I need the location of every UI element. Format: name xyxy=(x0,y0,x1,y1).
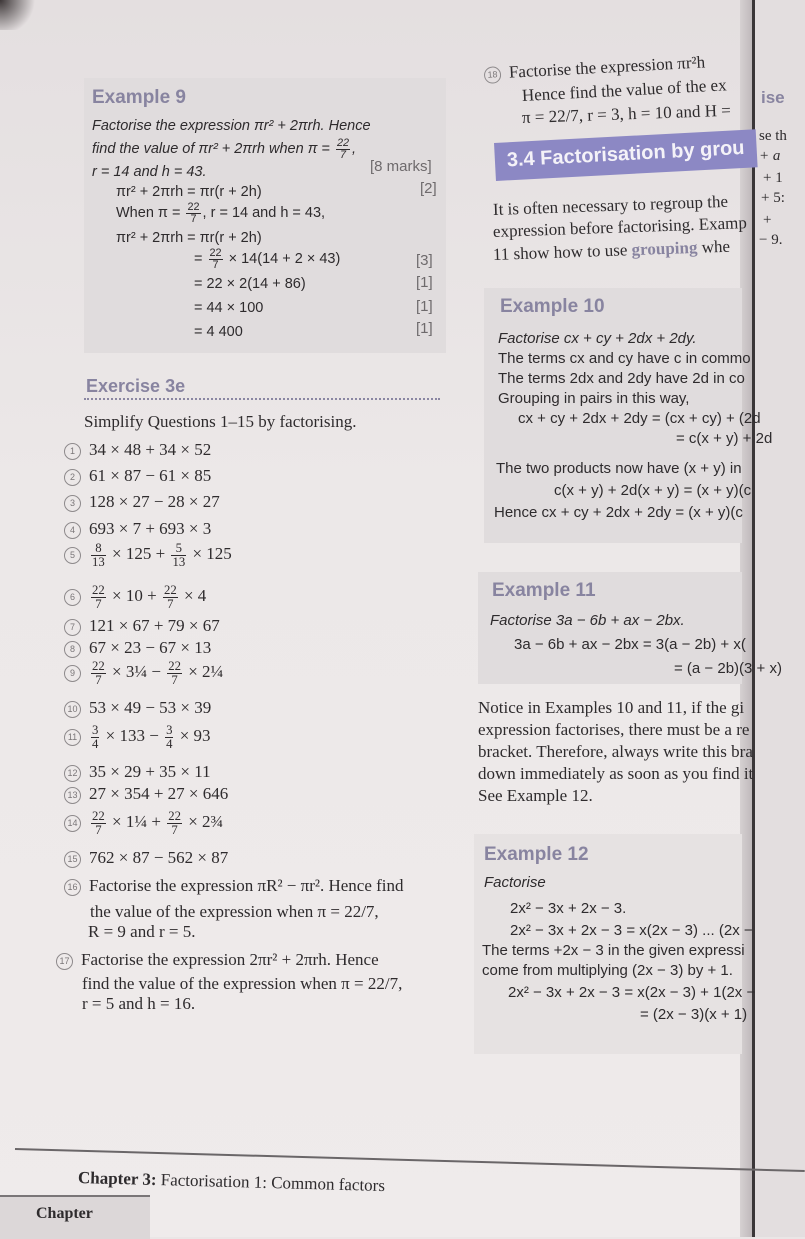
numerator: 22 xyxy=(209,247,222,259)
numerator: 22 xyxy=(92,583,105,597)
question-text: π = 22/7, r = 3, h = 10 and H = xyxy=(521,100,732,127)
example-line: Hence cx + cy + 2dx + 2dy = (x + y)(c xyxy=(494,504,743,521)
example-title: Example 12 xyxy=(484,844,589,865)
example-11-box xyxy=(478,572,782,684)
question-item xyxy=(64,584,206,611)
denominator: 7 xyxy=(171,672,178,687)
solution-step: = 22 × 2(14 + 86) xyxy=(194,276,306,292)
numerator: 22 xyxy=(92,659,105,673)
question-text: × 125 xyxy=(188,544,232,564)
question-text: × 2¼ xyxy=(183,662,224,682)
question-number: 14 xyxy=(64,815,81,832)
numerator: 5 xyxy=(171,542,186,556)
example-title: Example 9 xyxy=(92,87,186,108)
denominator: 13 xyxy=(92,554,105,569)
question-text: × 133 − xyxy=(101,726,164,746)
example-9-box xyxy=(84,78,446,353)
solution-step: πr² + 2πrh = πr(r + 2h) xyxy=(116,184,262,200)
chapter-title: Factorisation 1: Common factors xyxy=(156,1170,386,1196)
question-item xyxy=(64,440,211,460)
intro-text: whe xyxy=(697,236,731,257)
question-text: 693 × 7 + 693 × 3 xyxy=(89,519,212,538)
fraction xyxy=(167,660,182,687)
example-line: = (a − 2b)(3 + x) xyxy=(674,660,782,677)
question-item xyxy=(64,848,228,868)
edge-fragment: + 1 xyxy=(763,170,783,186)
intro-text: 11 show how to use xyxy=(492,240,632,264)
numerator: 3 xyxy=(92,723,99,737)
step-text: When π = xyxy=(116,205,185,222)
example-line: = c(x + y) + 2d xyxy=(676,430,773,447)
next-page-edge xyxy=(752,0,805,1237)
question-number: 10 xyxy=(64,701,81,718)
question-item xyxy=(64,519,211,539)
fraction xyxy=(186,202,200,225)
example-line: Factorise cx + cy + 2dx + 2dy. xyxy=(498,330,697,347)
question-text: R = 9 and r = 5. xyxy=(88,922,196,941)
step-text: × 14(14 + 2 × 43) xyxy=(224,251,341,268)
exercise-instruction: Simplify Questions 1–15 by factorising. xyxy=(84,412,357,431)
question-number: 2 xyxy=(64,469,81,486)
solution-step: = 44 × 100 xyxy=(194,300,264,316)
example-10-box xyxy=(484,288,773,543)
fraction xyxy=(91,660,106,687)
question-number: 1 xyxy=(64,443,81,460)
denominator: 7 xyxy=(212,258,219,271)
question-item xyxy=(64,660,223,687)
notice-line: expression factorises, there must be a re xyxy=(478,720,750,739)
question-item xyxy=(64,638,211,658)
question-number: 8 xyxy=(64,641,81,658)
question-number: 9 xyxy=(64,665,81,682)
question-text: 53 × 49 − 53 × 39 xyxy=(89,698,212,717)
example-line: The terms 2dx and 2dy have 2d in co xyxy=(498,370,745,387)
example-line: 2x² − 3x + 2x − 3 = x(2x − 3) + 1(2x − xyxy=(508,984,756,1001)
question-item xyxy=(64,724,211,751)
section-heading: 3.4 Factorisation by grou xyxy=(506,136,746,172)
question-number: 6 xyxy=(64,589,81,606)
solution-step: πr² + 2πrh = πr(r + 2h) xyxy=(116,230,262,246)
example-prompt: find the value of πr² + 2πrh when π = $\frac{22}{7}$ , xyxy=(92,137,357,161)
example-line: Grouping in pairs in this way, xyxy=(498,390,690,407)
fraction xyxy=(91,542,106,569)
step-text: , r = 14 and h = 43, xyxy=(202,205,326,222)
denominator: 7 xyxy=(95,672,102,687)
numerator: 22 xyxy=(336,137,350,149)
question-text: Hence find the value of the ex xyxy=(521,75,728,105)
question-text: 128 × 27 − 28 × 27 xyxy=(89,492,220,511)
question-text: × 1¼ + xyxy=(107,812,166,832)
question-number: 13 xyxy=(64,787,81,804)
question-text: × 10 + xyxy=(107,586,161,606)
question-number: 11 xyxy=(64,729,81,746)
question-number: 16 xyxy=(64,879,81,896)
fraction xyxy=(165,724,173,751)
example-line: The terms +2x − 3 in the given expressi xyxy=(482,942,745,959)
keyword-grouping: grouping xyxy=(631,237,698,260)
example-line: cx + cy + 2dx + 2dy = (cx + cy) + (2d xyxy=(518,410,761,427)
denominator: 7 xyxy=(167,596,174,611)
numerator: 8 xyxy=(91,542,106,556)
question-number: 7 xyxy=(64,619,81,636)
example-line: Factorise xyxy=(484,874,546,891)
fraction xyxy=(91,810,106,837)
question-text: r = 5 and h = 16. xyxy=(82,994,196,1013)
question-item xyxy=(64,616,220,636)
denominator: 13 xyxy=(172,554,186,569)
fraction xyxy=(171,542,186,569)
question-text: the value of the expression when π = 22/7, xyxy=(90,902,379,921)
exercise-title: Exercise 3e xyxy=(86,376,186,396)
question-text: 67 × 23 − 67 × 13 xyxy=(89,638,212,657)
example-title: Example 10 xyxy=(500,296,605,317)
example-line: c(x + y) + 2d(x + y) = (x + y)(c xyxy=(554,482,752,499)
fraction xyxy=(167,810,182,837)
denominator: 7 xyxy=(190,212,197,225)
question-text: 121 × 67 + 79 × 67 xyxy=(89,616,220,635)
solution-step: = $\frac{22}{7}$ × 14(14 + 2 × 43) xyxy=(194,247,341,271)
question-item xyxy=(64,542,232,569)
solution-step xyxy=(116,202,325,225)
edge-fragment: se th xyxy=(759,128,787,144)
numerator: 22 xyxy=(92,809,105,823)
example-line: come from multiplying (2x − 3) by + 1. xyxy=(482,962,733,979)
numerator: 3 xyxy=(166,723,173,737)
numerator: 22 xyxy=(168,659,181,673)
solution-step: = 4 400 xyxy=(194,324,243,340)
question-number: 3 xyxy=(64,495,81,512)
example-line: 2x² − 3x + 2x − 3. xyxy=(510,900,627,917)
question-number: 15 xyxy=(64,851,81,868)
question-number: 4 xyxy=(64,522,81,539)
section-intro: It is often necessary to regroup the xyxy=(492,191,729,219)
question-item xyxy=(64,698,211,718)
question-text: 762 × 87 − 562 × 87 xyxy=(89,848,229,867)
question-text: × 125 + xyxy=(107,544,170,564)
edge-fragment: + 5: xyxy=(761,190,785,206)
denominator: 7 xyxy=(95,822,102,837)
question-item xyxy=(64,492,220,512)
question-item xyxy=(64,876,404,896)
section-intro: expression before factorising. Examp xyxy=(492,213,748,241)
denominator: 7 xyxy=(339,148,346,161)
example-line: 3a − 6b + ax − 2bx = 3(a − 2b) + x( xyxy=(514,636,746,653)
question-text: × 2¾ xyxy=(183,812,224,832)
example-prompt: Factorise the expression πr² + 2πrh. Hence xyxy=(92,118,371,134)
question-text: 35 × 29 + 35 × 11 xyxy=(89,762,211,781)
fraction xyxy=(209,248,223,271)
step-mark: [3] xyxy=(416,252,433,269)
question-number: 5 xyxy=(64,547,81,564)
fraction xyxy=(336,138,350,161)
notice-line: See Example 12. xyxy=(478,786,593,805)
question-text: find the value of the expression when π = 22/7, xyxy=(82,974,403,993)
step-mark: [1] xyxy=(416,320,433,337)
denominator: 7 xyxy=(171,822,178,837)
question-number: 18 xyxy=(484,66,502,84)
underlying-page xyxy=(0,1195,150,1239)
example-line: The two products now have (x + y) in xyxy=(496,460,742,477)
question-item xyxy=(56,950,379,970)
example-title: Example 11 xyxy=(492,580,596,601)
step-mark: [1] xyxy=(416,298,433,315)
fraction xyxy=(91,584,106,611)
example-line: = (2x − 3)(x + 1) xyxy=(640,1006,748,1023)
question-text: × 93 xyxy=(175,726,211,746)
edge-fragment: ise xyxy=(761,88,785,107)
step-mark: [2] xyxy=(420,180,437,197)
question-text: × 3¼ − xyxy=(107,662,166,682)
edge-fragment: − 9. xyxy=(759,232,783,248)
question-text: Factorise the expression 2πr² + 2πrh. Hence xyxy=(81,950,379,969)
question-item xyxy=(64,784,228,804)
question-number: 12 xyxy=(64,765,81,782)
question-item xyxy=(64,810,223,837)
dotted-divider xyxy=(84,398,440,400)
example-line: 2x² − 3x + 2x − 3 = x(2x − 3) ... (2x − xyxy=(510,922,753,939)
question-text: 34 × 48 + 34 × 52 xyxy=(89,440,212,459)
question-item xyxy=(64,762,211,782)
step-mark: [1] xyxy=(416,274,433,291)
numerator: 22 xyxy=(187,201,200,213)
edge-fragment: + a xyxy=(759,148,781,164)
question-text: 61 × 87 − 61 × 85 xyxy=(89,466,212,485)
edge-fragment: + xyxy=(763,212,772,228)
question-item xyxy=(64,466,211,486)
denominator: 4 xyxy=(92,736,99,751)
denominator: 4 xyxy=(166,736,173,751)
question-text: Factorise the expression πr²h xyxy=(508,52,706,82)
question-number: 17 xyxy=(56,953,73,970)
numerator: 22 xyxy=(163,583,177,597)
example-line: The terms cx and cy have c in commo xyxy=(498,350,751,367)
denominator: 7 xyxy=(95,596,102,611)
notice-line: bracket. Therefore, always write this bra xyxy=(478,742,753,761)
notice-line: down immediately as soon as you find it xyxy=(478,764,754,783)
corner-shadow xyxy=(0,0,40,30)
fraction xyxy=(91,724,99,751)
fraction xyxy=(163,584,178,611)
total-marks: [8 marks] xyxy=(370,158,432,175)
question-text: Factorise the expression πR² − πr². Hence find xyxy=(89,876,404,895)
under-page-label: Chapter xyxy=(36,1205,93,1222)
example-12-box xyxy=(474,834,756,1054)
prompt-text: find the value of πr² + 2πrh when π = xyxy=(92,141,334,158)
example-line: Factorise 3a − 6b + ax − 2bx. xyxy=(490,612,685,629)
question-text: × 4 xyxy=(179,586,207,606)
notice-line: Notice in Examples 10 and 11, if the gi xyxy=(478,698,745,717)
question-text: 27 × 354 + 27 × 646 xyxy=(89,784,229,803)
chapter-label: Chapter 3: xyxy=(77,1168,157,1190)
numerator: 22 xyxy=(168,809,181,823)
example-prompt: r = 14 and h = 43. xyxy=(92,164,207,180)
